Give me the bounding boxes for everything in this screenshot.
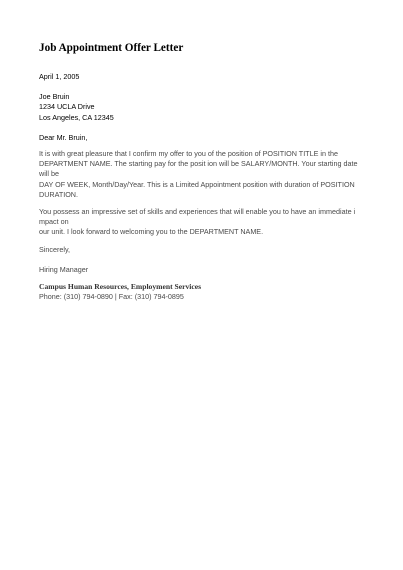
signer-title: Hiring Manager <box>39 264 89 274</box>
recipient-street: 1234 UCLA Drive <box>39 102 95 112</box>
offer-letter <box>39 42 369 302</box>
salutation: Dear Mr. Bruin, <box>39 132 88 142</box>
letter-date: April 1, 2005 <box>39 72 80 81</box>
recipient-city: Los Angeles, CA 12345 <box>39 112 114 122</box>
closing: Sincerely, <box>39 244 71 254</box>
recipient-address <box>39 92 369 123</box>
recipient-name: Joe Bruin <box>39 92 70 102</box>
contact-phone-fax: Phone: (310) 794-0890 | Fax: (310) 794-0895 <box>39 292 184 302</box>
letter-title: Job Appointment Offer Letter <box>39 42 184 54</box>
body-paragraph-welcome: You possess an impressive set of skills and experiences that will enable you to have an immediate i mpact on our unit. I look forward to welcoming you to the DEPARTMENT NAME. <box>39 206 356 237</box>
organization-name: Campus Human Resources, Employment Services <box>39 282 202 291</box>
body-paragraph-offer: It is with great pleasure that I confirm my offer to you of the position of POSITION TITLE in the DEPARTMENT NAME. The starting pay for the posit ion will be SALARY/MONTH. Your starting date will be DAY OF WEEK, Month/Day/Year. This is a Limited Appointment position with duration of POSITION DURATION. <box>39 148 358 199</box>
